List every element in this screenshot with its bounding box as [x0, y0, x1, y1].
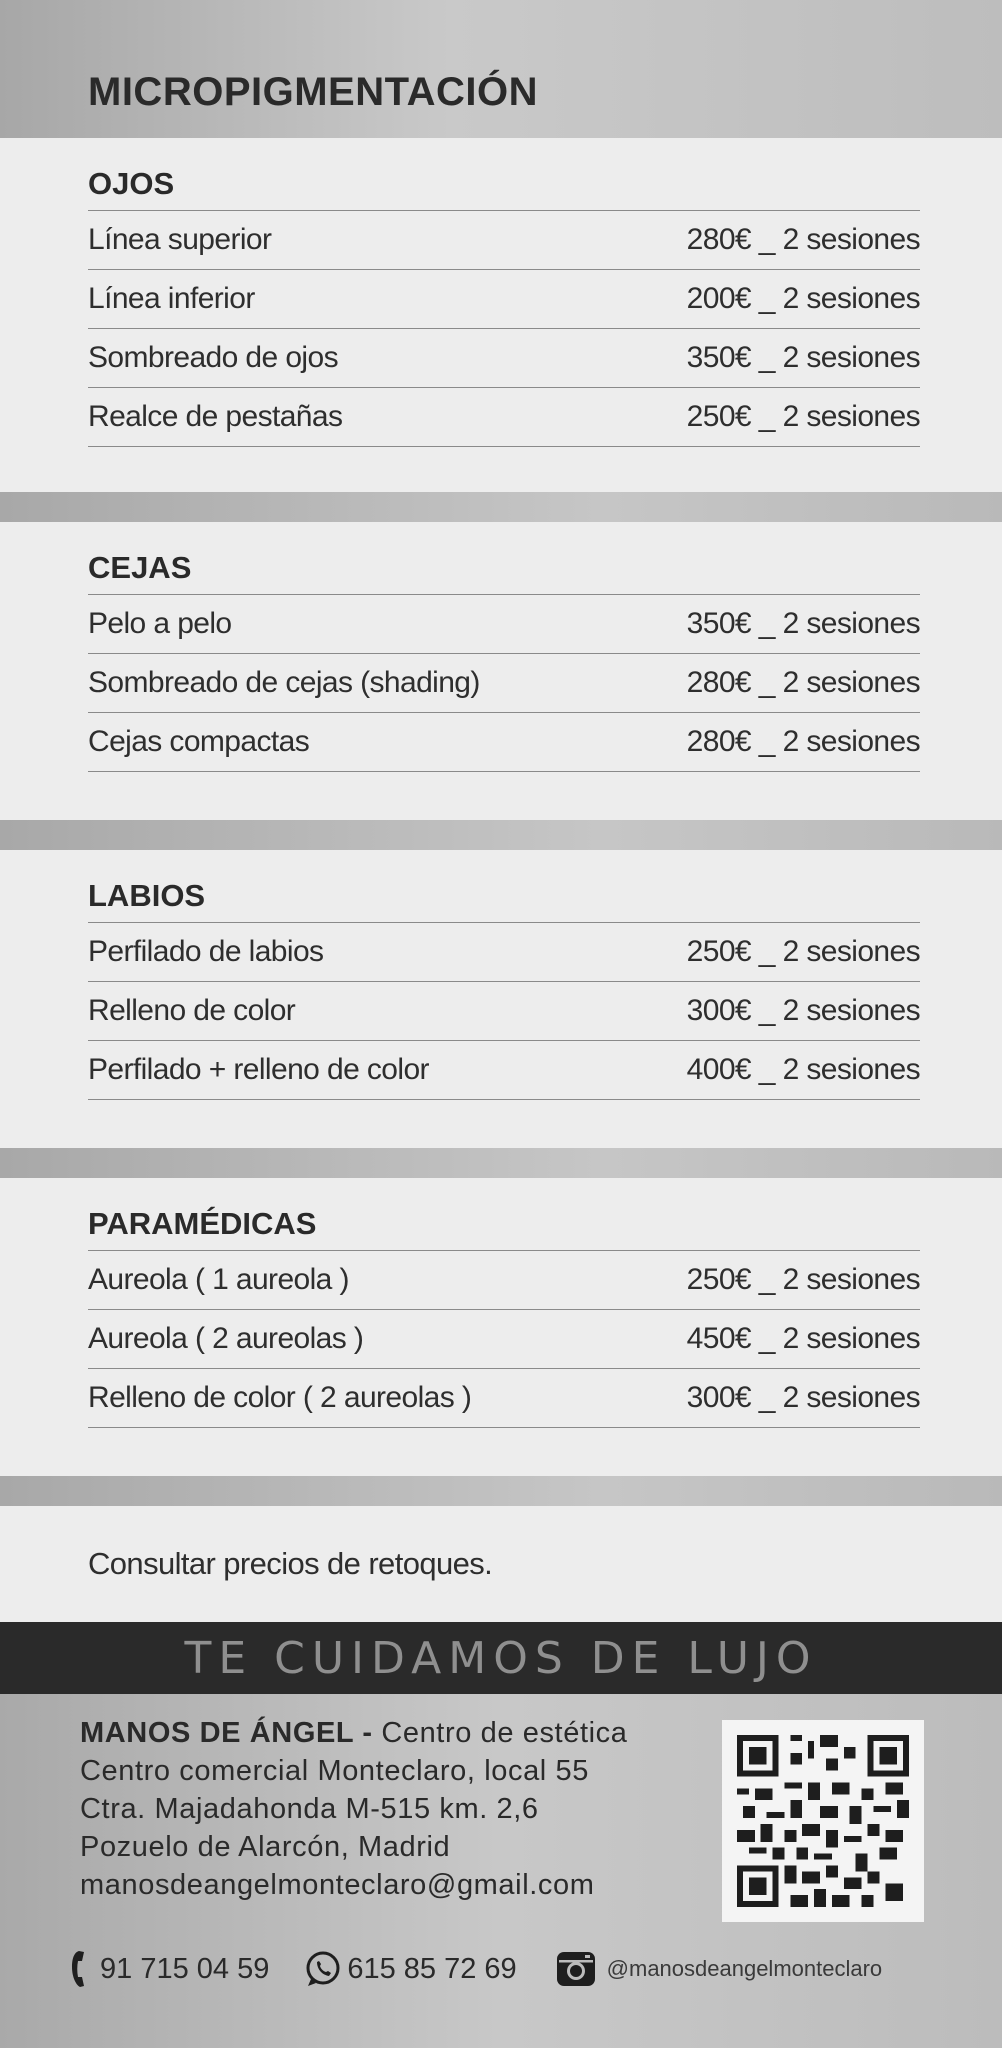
- footer: [0, 1694, 1002, 2048]
- whatsapp-number: 615 85 72 69: [347, 1952, 517, 1985]
- service-price: 280€ _ 2 sesiones: [686, 223, 920, 256]
- header-band: [0, 0, 1002, 138]
- whatsapp-contact[interactable]: [303, 1949, 516, 1989]
- service-price: 350€ _ 2 sesiones: [686, 341, 920, 374]
- separator-band: [0, 1476, 1002, 1506]
- slogan: TE CUIDAMOS DE LUJO: [184, 1632, 818, 1684]
- price-row: [88, 211, 920, 270]
- business-type: Centro de estética: [381, 1717, 628, 1749]
- email-link[interactable]: manosdeangelmonteclaro@gmail.com: [80, 1869, 595, 1901]
- qr-code-icon[interactable]: [722, 1720, 924, 1922]
- price-row: [88, 388, 920, 447]
- price-rows: [88, 1250, 920, 1428]
- service-name: Línea superior: [88, 223, 272, 256]
- price-row: [88, 713, 920, 772]
- price-rows: [88, 210, 920, 447]
- business-name: MANOS DE ÁNGEL -: [80, 1717, 373, 1749]
- service-price: 250€ _ 2 sesiones: [686, 935, 920, 968]
- service-name: Aureola ( 2 aureolas ): [88, 1322, 364, 1355]
- instagram-handle: @manosdeangelmonteclaro: [606, 1956, 883, 1981]
- service-price: 200€ _ 2 sesiones: [686, 282, 920, 315]
- price-row: [88, 1251, 920, 1310]
- service-name: Realce de pestañas: [88, 400, 343, 433]
- service-price: 250€ _ 2 sesiones: [686, 400, 920, 433]
- service-price: 450€ _ 2 sesiones: [686, 1322, 920, 1355]
- address-line: Ctra. Majadahonda M-515 km. 2,6: [80, 1793, 539, 1825]
- separator-band: [0, 1148, 1002, 1178]
- section-title: CEJAS: [88, 550, 192, 585]
- section-title: LABIOS: [88, 878, 206, 913]
- service-name: Línea inferior: [88, 282, 255, 315]
- service-name: Perfilado + relleno de color: [88, 1053, 429, 1086]
- price-rows: [88, 594, 920, 772]
- service-name: Relleno de color: [88, 994, 296, 1027]
- section-cejas: [0, 522, 1002, 820]
- section-title: PARAMÉDICAS: [88, 1206, 317, 1241]
- address-line: Centro comercial Monteclaro, local 55: [80, 1755, 589, 1787]
- phone-number: 91 715 04 59: [100, 1952, 270, 1985]
- price-row: [88, 1041, 920, 1100]
- retouch-note: Consultar precios de retoques.: [88, 1546, 493, 1581]
- price-row: [88, 270, 920, 329]
- price-row: [88, 329, 920, 388]
- contact-bar: [70, 1944, 950, 1994]
- service-name: Sombreado de cejas (shading): [88, 666, 480, 699]
- separator-band: [0, 820, 1002, 850]
- phone-contact[interactable]: [70, 1949, 269, 1989]
- service-name: Relleno de color ( 2 aureolas ): [88, 1381, 472, 1414]
- instagram-icon: [555, 1948, 597, 1990]
- instagram-contact[interactable]: [555, 1948, 883, 1990]
- price-row: [88, 1369, 920, 1428]
- section-title: OJOS: [88, 166, 175, 201]
- service-price: 250€ _ 2 sesiones: [686, 1263, 920, 1296]
- service-price: 300€ _ 2 sesiones: [686, 1381, 920, 1414]
- business-info: [80, 1714, 627, 1904]
- phone-icon: [70, 1949, 96, 1989]
- service-price: 400€ _ 2 sesiones: [686, 1053, 920, 1086]
- business-line: [80, 1714, 627, 1752]
- service-name: Pelo a pelo: [88, 607, 232, 640]
- whatsapp-icon: [303, 1949, 343, 1989]
- price-row: [88, 654, 920, 713]
- price-rows: [88, 922, 920, 1100]
- page-title: MICROPIGMENTACIÓN: [88, 70, 538, 114]
- service-price: 300€ _ 2 sesiones: [686, 994, 920, 1027]
- service-price: 350€ _ 2 sesiones: [686, 607, 920, 640]
- section-paramedicas: [0, 1178, 1002, 1476]
- price-row: [88, 595, 920, 654]
- service-name: Aureola ( 1 aureola ): [88, 1263, 349, 1296]
- service-name: Perfilado de labios: [88, 935, 324, 968]
- separator-band: [0, 492, 1002, 522]
- section-labios: [0, 850, 1002, 1148]
- service-name: Cejas compactas: [88, 725, 310, 758]
- service-price: 280€ _ 2 sesiones: [686, 666, 920, 699]
- price-row: [88, 923, 920, 982]
- service-name: Sombreado de ojos: [88, 341, 338, 374]
- slogan-band: [0, 1622, 1002, 1694]
- section-ojos: [0, 138, 1002, 492]
- price-row: [88, 982, 920, 1041]
- price-row: [88, 1310, 920, 1369]
- service-price: 280€ _ 2 sesiones: [686, 725, 920, 758]
- address-line: Pozuelo de Alarcón, Madrid: [80, 1831, 451, 1863]
